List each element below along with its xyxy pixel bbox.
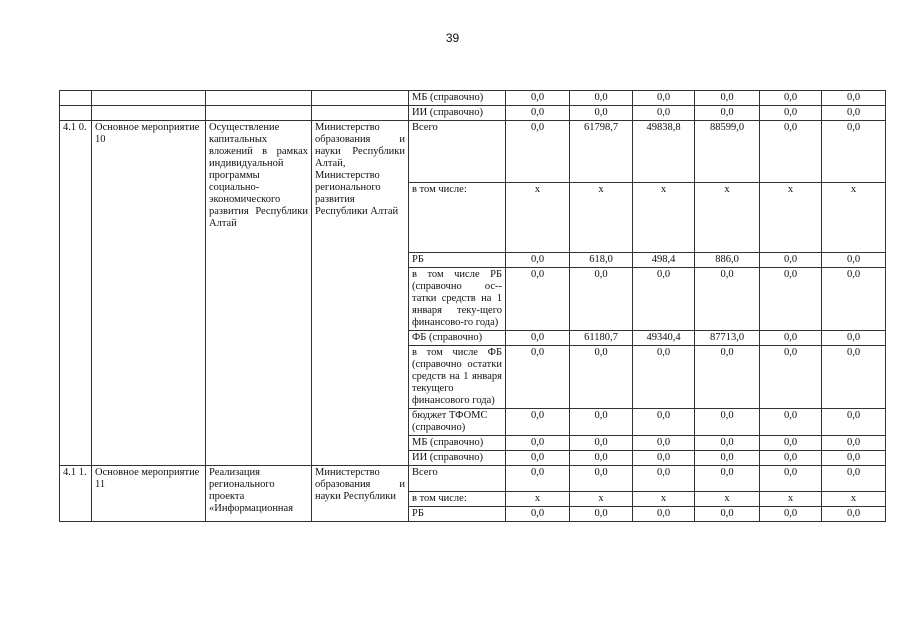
value-cell: 0,0 (506, 268, 570, 331)
number-cell (60, 106, 92, 121)
value-cell: 0,0 (506, 507, 570, 522)
description-cell: Реализация регионального проекта «Информационная (206, 466, 312, 522)
funding-source-cell: МБ (справочно) (409, 436, 506, 451)
value-cell: 0,0 (570, 466, 633, 492)
value-cell: 0,0 (760, 253, 822, 268)
number-cell: 4.1 1. (60, 466, 92, 522)
value-cell: х (822, 183, 886, 253)
value-cell: х (506, 492, 570, 507)
value-cell: х (822, 492, 886, 507)
value-cell: 0,0 (760, 106, 822, 121)
value-cell: 0,0 (633, 436, 695, 451)
value-cell: 0,0 (570, 451, 633, 466)
value-cell: 0,0 (506, 91, 570, 106)
value-cell: 0,0 (633, 451, 695, 466)
value-cell: 0,0 (822, 331, 886, 346)
value-cell: 0,0 (760, 268, 822, 331)
value-cell: 0,0 (760, 331, 822, 346)
funding-source-cell: Всего (409, 121, 506, 183)
value-cell: 0,0 (570, 91, 633, 106)
table-row (60, 121, 886, 183)
value-cell: 886,0 (695, 253, 760, 268)
funding-source-cell: бюджет ТФОМС (справочно) (409, 409, 506, 436)
value-cell: 0,0 (506, 121, 570, 183)
value-cell: 0,0 (695, 268, 760, 331)
description-cell: Осуществление капитальных вложений в рамках индивидуальной программы социально-экономического развития Республики Алтай (206, 121, 312, 466)
value-cell: 0,0 (570, 346, 633, 409)
value-cell: 61798,7 (570, 121, 633, 183)
value-cell: 0,0 (760, 121, 822, 183)
value-cell: 0,0 (633, 409, 695, 436)
value-cell: 618,0 (570, 253, 633, 268)
table-row (60, 106, 886, 121)
value-cell: 0,0 (570, 409, 633, 436)
value-cell: 0,0 (570, 268, 633, 331)
funding-source-cell: в том числе: (409, 492, 506, 507)
value-cell: 0,0 (506, 106, 570, 121)
value-cell: 0,0 (822, 268, 886, 331)
number-cell (60, 91, 92, 106)
value-cell: 0,0 (760, 466, 822, 492)
value-cell: 49838,8 (633, 121, 695, 183)
value-cell: 0,0 (760, 451, 822, 466)
funding-source-cell: ФБ (справочно) (409, 331, 506, 346)
value-cell: х (570, 183, 633, 253)
table-row (60, 466, 886, 492)
value-cell: 498,4 (633, 253, 695, 268)
value-cell: х (695, 492, 760, 507)
value-cell: 87713,0 (695, 331, 760, 346)
description-cell (206, 91, 312, 106)
value-cell: 0,0 (570, 436, 633, 451)
funding-source-cell: МБ (справочно) (409, 91, 506, 106)
value-cell: 0,0 (695, 91, 760, 106)
value-cell: 0,0 (633, 91, 695, 106)
value-cell: 0,0 (822, 91, 886, 106)
number-cell: 4.1 0. (60, 121, 92, 466)
value-cell: х (633, 183, 695, 253)
name-cell (92, 106, 206, 121)
value-cell: 0,0 (760, 507, 822, 522)
value-cell: 0,0 (633, 106, 695, 121)
name-cell: Основное мероприятие 10 (92, 121, 206, 466)
funding-source-cell: в том числе РБ (справочно ос--татки средств на 1 января теку-щего финансово-го года) (409, 268, 506, 331)
executor-cell: Министерство образования и науки Республики (312, 466, 409, 522)
value-cell: х (760, 183, 822, 253)
value-cell: 0,0 (695, 507, 760, 522)
value-cell: 0,0 (760, 91, 822, 106)
value-cell: 0,0 (760, 409, 822, 436)
value-cell: 0,0 (822, 253, 886, 268)
value-cell: 88599,0 (695, 121, 760, 183)
value-cell: 0,0 (695, 466, 760, 492)
value-cell: 0,0 (570, 507, 633, 522)
value-cell: 0,0 (822, 466, 886, 492)
value-cell: 0,0 (633, 507, 695, 522)
program-table (59, 90, 886, 522)
value-cell: 0,0 (822, 409, 886, 436)
value-cell: 0,0 (695, 346, 760, 409)
value-cell: 0,0 (822, 106, 886, 121)
name-cell (92, 91, 206, 106)
value-cell: 0,0 (822, 507, 886, 522)
value-cell: 0,0 (570, 106, 633, 121)
value-cell: 0,0 (822, 346, 886, 409)
value-cell: 0,0 (633, 268, 695, 331)
funding-source-cell: РБ (409, 507, 506, 522)
funding-source-cell: ИИ (справочно) (409, 106, 506, 121)
value-cell: х (633, 492, 695, 507)
executor-cell: Министерство образования и науки Республики Алтай, Министерство регионального развития Республики Алтай (312, 121, 409, 466)
value-cell: 0,0 (695, 451, 760, 466)
executor-cell (312, 91, 409, 106)
value-cell: 0,0 (633, 466, 695, 492)
value-cell: х (695, 183, 760, 253)
value-cell: 0,0 (506, 331, 570, 346)
funding-source-cell: РБ (409, 253, 506, 268)
value-cell: 0,0 (506, 346, 570, 409)
value-cell: 0,0 (760, 346, 822, 409)
value-cell: х (570, 492, 633, 507)
name-cell: Основное мероприятие 11 (92, 466, 206, 522)
value-cell: 0,0 (506, 253, 570, 268)
value-cell: 0,0 (760, 436, 822, 451)
value-cell: 0,0 (506, 466, 570, 492)
funding-source-cell: в том числе: (409, 183, 506, 253)
value-cell: 0,0 (695, 106, 760, 121)
executor-cell (312, 106, 409, 121)
funding-source-cell: ИИ (справочно) (409, 451, 506, 466)
description-cell (206, 106, 312, 121)
page-number: 39 (445, 31, 460, 45)
funding-source-cell: Всего (409, 466, 506, 492)
value-cell: 0,0 (822, 121, 886, 183)
value-cell: 0,0 (695, 409, 760, 436)
value-cell: 0,0 (822, 451, 886, 466)
funding-source-cell: в том числе ФБ (справочно остатки средств на 1 января текущего финансового года) (409, 346, 506, 409)
value-cell: 49340,4 (633, 331, 695, 346)
value-cell: 0,0 (822, 436, 886, 451)
value-cell: 61180,7 (570, 331, 633, 346)
value-cell: 0,0 (506, 436, 570, 451)
value-cell: х (760, 492, 822, 507)
value-cell: 0,0 (506, 451, 570, 466)
value-cell: 0,0 (695, 436, 760, 451)
value-cell: 0,0 (506, 409, 570, 436)
table-row (60, 91, 886, 106)
value-cell: 0,0 (633, 346, 695, 409)
program-table-body (60, 91, 886, 522)
value-cell: х (506, 183, 570, 253)
